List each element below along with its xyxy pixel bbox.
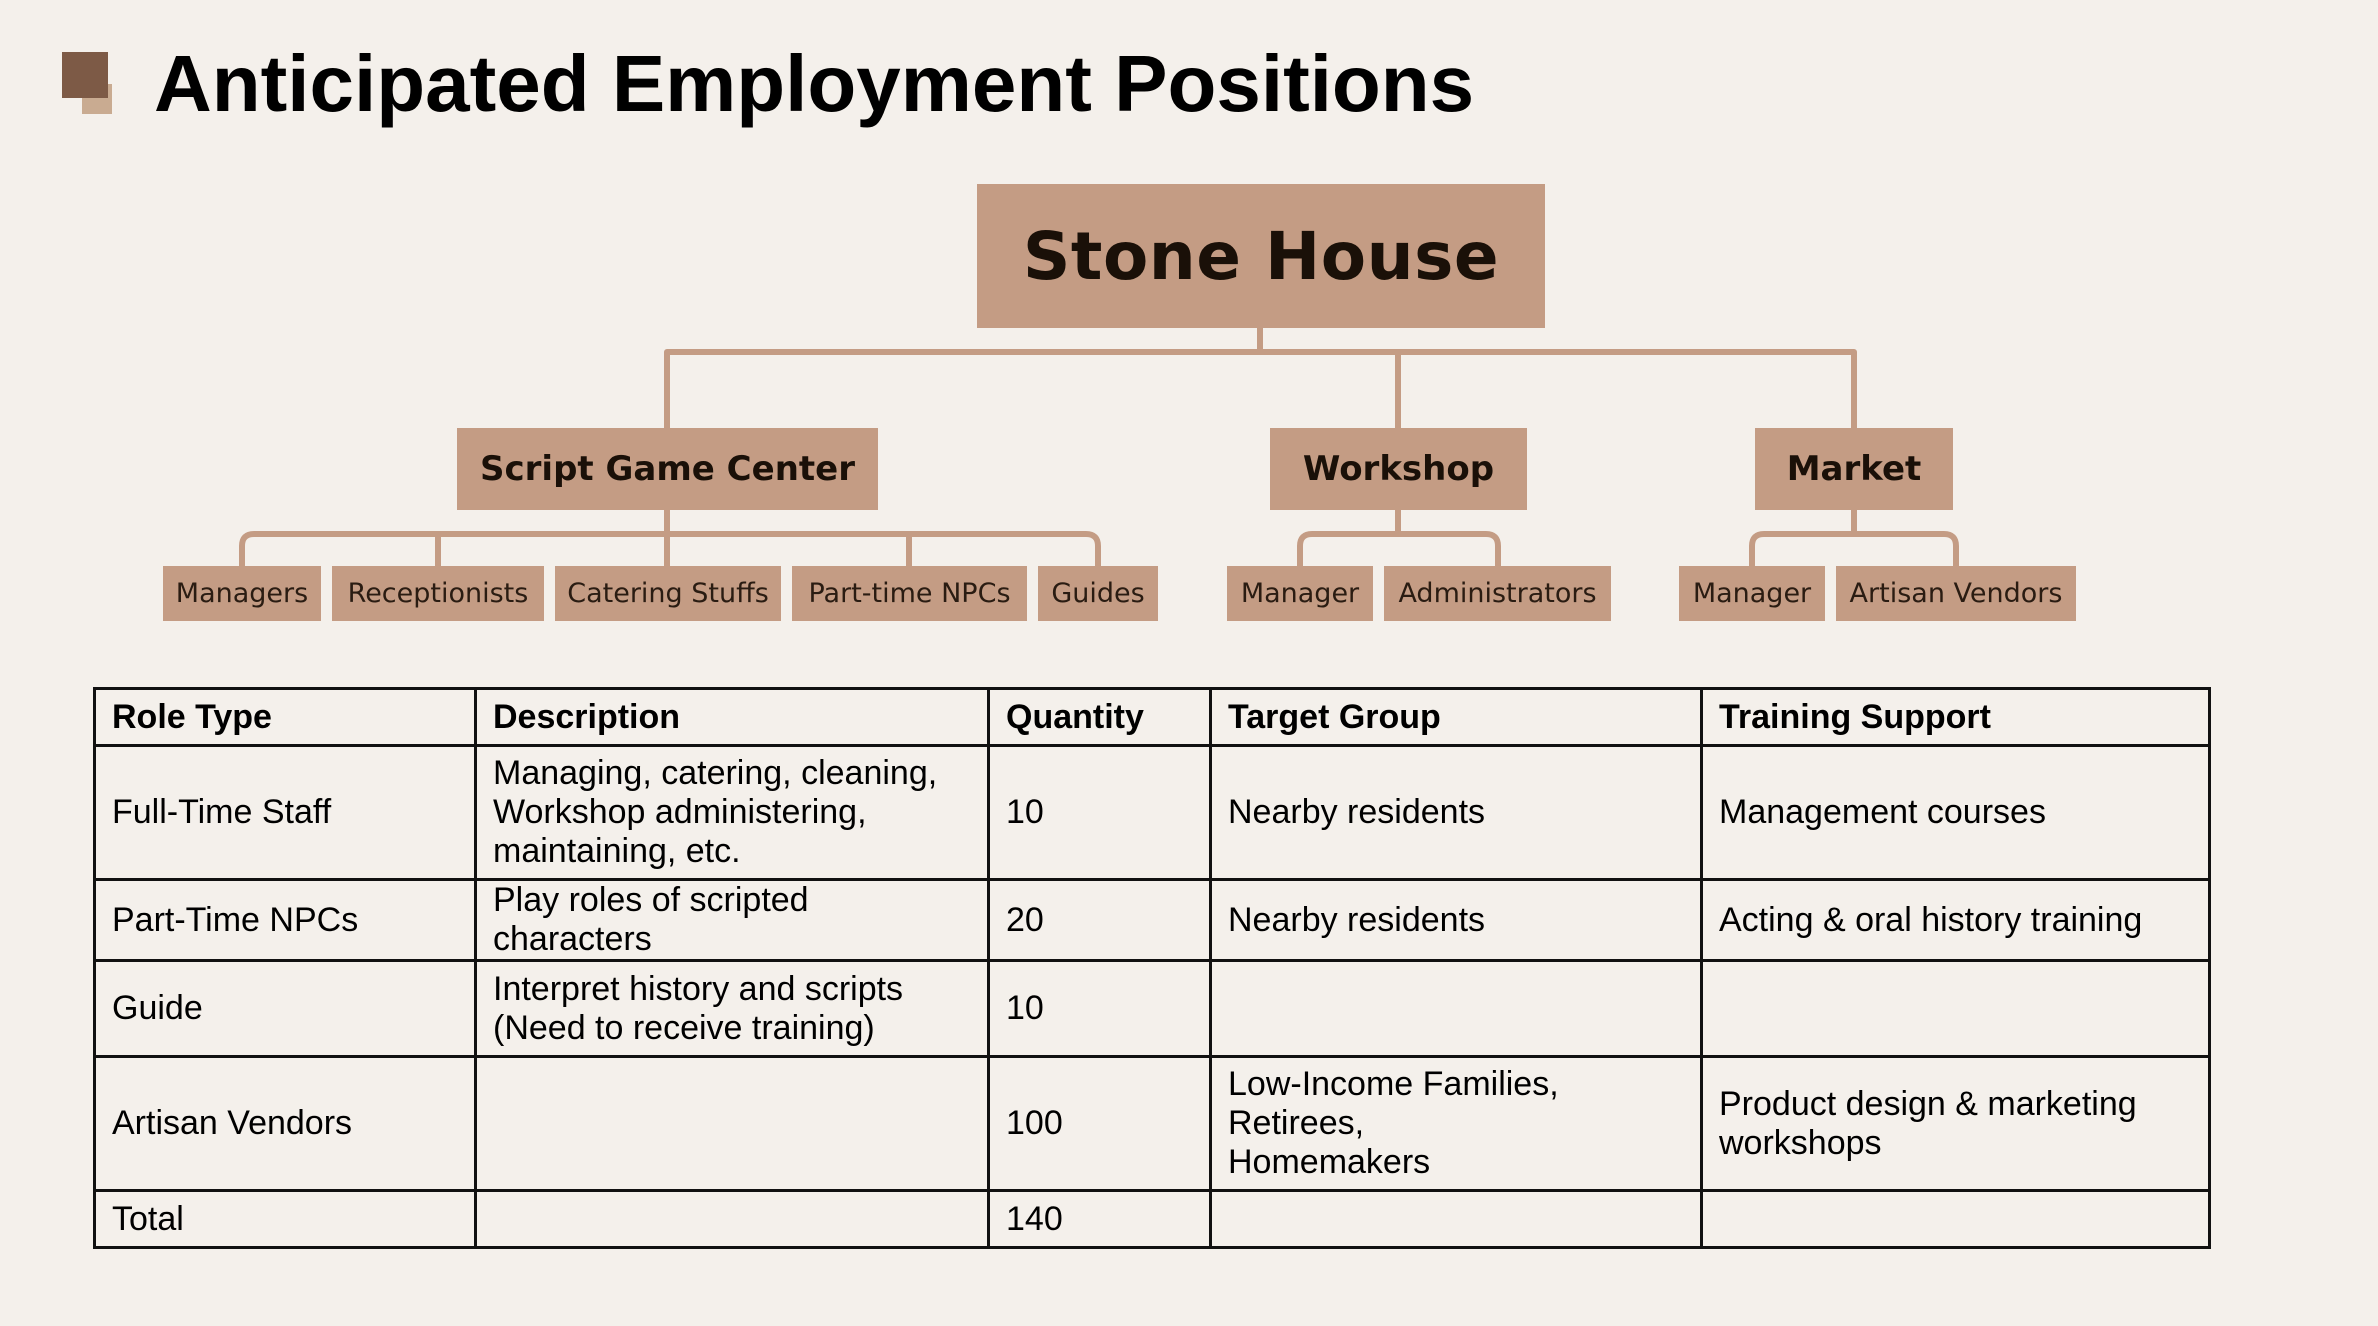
cell-line: Product design & marketing [1719, 1084, 2137, 1123]
page-title: Anticipated Employment Positions [154, 39, 1475, 128]
root-bus [667, 352, 1854, 428]
cell-role: Artisan Vendors [95, 1057, 476, 1191]
cell-role: Guide [95, 961, 476, 1057]
cell-target-group [1211, 961, 1702, 1057]
position-workshop-manager: Manager [1227, 566, 1373, 621]
cell-quantity: 10 [989, 746, 1211, 880]
cell-quantity: 20 [989, 880, 1211, 961]
cell-role: Total [95, 1191, 476, 1248]
position-receptionists: Receptionists [332, 566, 544, 621]
header-target-group: Target Group [1211, 689, 1702, 746]
cell-line: Retirees, [1228, 1104, 1365, 1142]
cell-line: Interpret history and scripts [493, 969, 904, 1008]
market-bus [1752, 534, 1956, 566]
cell-description [476, 880, 989, 961]
org-root-stone-house: Stone House [977, 184, 1545, 328]
cell-line: Play roles of scripted characters [493, 881, 809, 958]
cell-training-support [1702, 961, 2210, 1057]
table-row [95, 746, 2210, 880]
header-description: Description [476, 689, 989, 746]
cell-target-group [1211, 1191, 1702, 1248]
position-administrators: Administrators [1384, 566, 1611, 621]
cell-line: Nearby residents [1228, 900, 1486, 939]
table-header-row [95, 689, 2210, 746]
table-row [95, 880, 2210, 961]
cell-line: Nearby residents [1228, 793, 1486, 831]
cell-target-group [1211, 1057, 1702, 1191]
cell-training-support [1702, 880, 2210, 961]
cell-line: Low-Income Families, [1228, 1065, 1559, 1103]
cell-description [476, 1191, 989, 1248]
header-training-support: Training Support [1702, 689, 2210, 746]
cell-role: Full-Time Staff [95, 746, 476, 880]
cell-line: Homemakers [1228, 1143, 1431, 1181]
cell-line: Managing, catering, cleaning, [493, 754, 938, 792]
workshop-bus [1300, 534, 1498, 566]
cell-role: Part-Time NPCs [95, 880, 476, 961]
table-row-total [95, 1191, 2210, 1248]
cell-target-group [1211, 880, 1702, 961]
cell-quantity: 10 [989, 961, 1211, 1057]
cell-line: Workshop administering, [493, 793, 867, 831]
position-managers: Managers [163, 566, 321, 621]
position-guides: Guides [1038, 566, 1158, 621]
dept-workshop: Workshop [1270, 428, 1527, 510]
dept-market: Market [1755, 428, 1953, 510]
cell-description [476, 746, 989, 880]
cell-target-group [1211, 746, 1702, 880]
position-catering-stuffs: Catering Stuffs [555, 566, 781, 621]
table-row [95, 1057, 2210, 1191]
position-artisan-vendors: Artisan Vendors [1836, 566, 2076, 621]
cell-line: maintaining, etc. [493, 832, 741, 870]
table-row [95, 961, 2210, 1057]
cell-line: (Need to receive training) [493, 1008, 875, 1047]
cell-quantity: 100 [989, 1057, 1211, 1191]
cell-quantity: 140 [989, 1191, 1211, 1248]
cell-description [476, 1057, 989, 1191]
cell-line: Management courses [1719, 793, 2046, 831]
position-part-time-npcs: Part-time NPCs [792, 566, 1027, 621]
header-quantity: Quantity [989, 689, 1211, 746]
cell-line: workshops [1719, 1123, 1882, 1162]
position-market-manager: Manager [1679, 566, 1825, 621]
employment-table [93, 687, 2211, 1249]
cell-line: Acting & oral history training [1719, 900, 2143, 939]
cell-description [476, 961, 989, 1057]
dept-script-game-center: Script Game Center [457, 428, 878, 510]
cell-training-support [1702, 1191, 2210, 1248]
cell-training-support [1702, 1057, 2210, 1191]
header-role-type: Role Type [95, 689, 476, 746]
cell-training-support [1702, 746, 2210, 880]
